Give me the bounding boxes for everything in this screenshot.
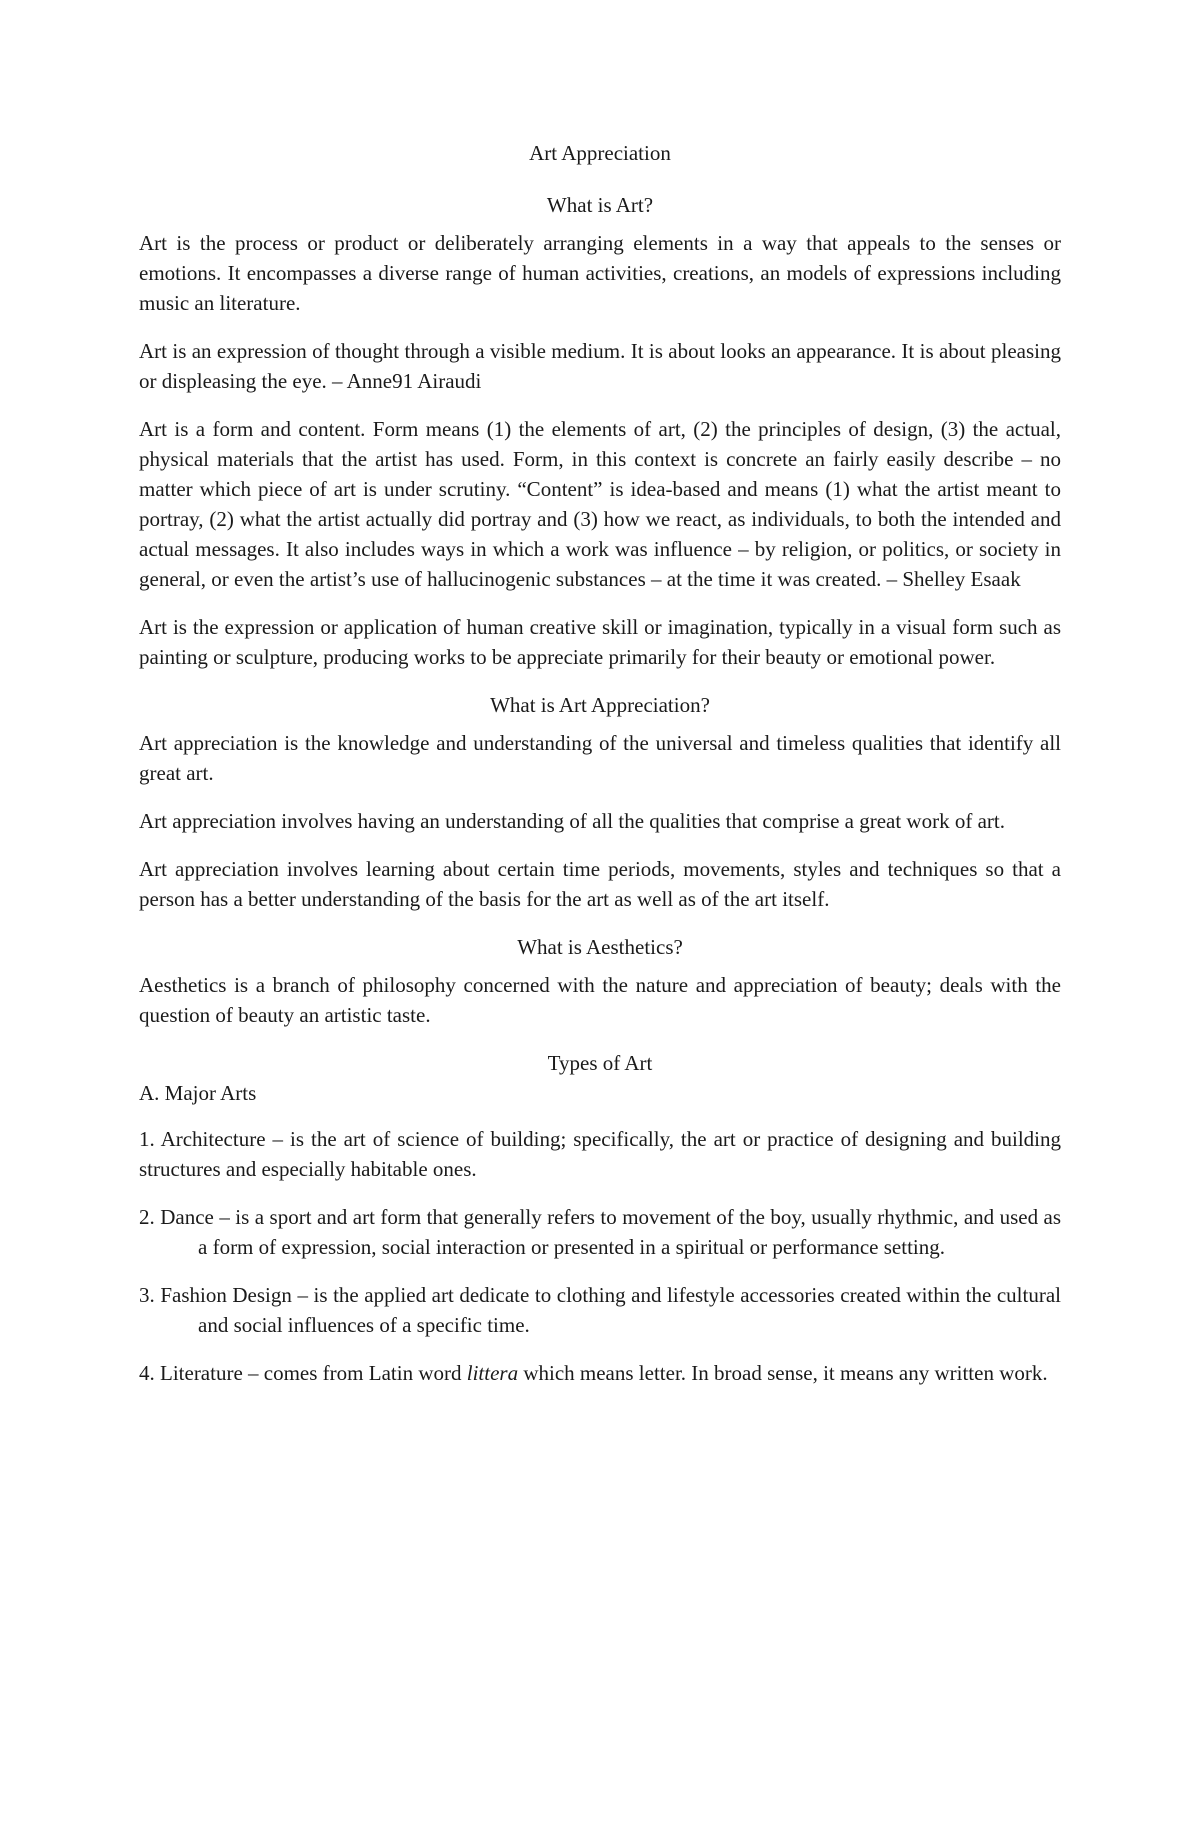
list-item-literature bbox=[139, 1358, 1061, 1388]
document-body bbox=[139, 138, 1061, 1406]
document-title: Art Appreciation bbox=[529, 141, 671, 165]
section-heading-what-is-art: What is Art? bbox=[546, 193, 654, 217]
list-item-fashion-design bbox=[139, 1280, 1061, 1340]
paragraph-art-definition-1: Art is the process or product or deliberately arranging elements in a way that appeals to the senses or emotions. It encompasses a diverse range of human activities, creations, an models of expressions including music an literature. bbox=[139, 231, 1061, 315]
list-text: is a sport and art form that generally refers to movement of the boy, usually rhythmic, and used as a form of expression, social interaction or presented in a spiritual or performance setting. bbox=[198, 1205, 1062, 1259]
latin-word-littera: littera bbox=[466, 1361, 519, 1385]
types-of-art-header bbox=[139, 1048, 1061, 1108]
list-dash: – bbox=[219, 1205, 230, 1229]
paragraph-appreciation-3: Art appreciation involves learning about certain time periods, movements, styles and techniques so that a person has a better understanding of the basis for the art as well as of the art itself. bbox=[139, 857, 1061, 911]
list-item-dance bbox=[139, 1202, 1061, 1262]
paragraph-art-definition-4: Art is the expression or application of human creative skill or imagination, typically in a visual form such as painting or sculpture, producing works to be appreciate primarily for their beauty or emotional power. bbox=[139, 615, 1061, 669]
list-text: is the art of science of building; specifically, the art or practice of designing and building structures and especially habitable ones. bbox=[139, 1127, 1062, 1181]
list-item-architecture bbox=[139, 1124, 1061, 1184]
list-term: Dance bbox=[160, 1205, 214, 1229]
paragraph-appreciation-2: Art appreciation involves having an understanding of all the qualities that comprise a great work of art. bbox=[139, 809, 1005, 833]
list-term: Fashion Design bbox=[160, 1283, 292, 1307]
subheading-major-arts: A. Major Arts bbox=[139, 1081, 257, 1105]
list-number: 3. bbox=[139, 1283, 155, 1307]
list-dash: – bbox=[297, 1283, 308, 1307]
list-number: 2. bbox=[139, 1205, 155, 1229]
list-text: is the applied art dedicate to clothing and lifestyle accessories created within the cultural and social influences of a specific time. bbox=[198, 1283, 1061, 1337]
list-term: Architecture bbox=[160, 1127, 266, 1151]
section-heading-aesthetics: What is Aesthetics? bbox=[517, 935, 683, 959]
paragraph-appreciation-1: Art appreciation is the knowledge and understanding of the universal and timeless qualities that identify all great art. bbox=[139, 731, 1061, 785]
list-dash: – bbox=[272, 1127, 284, 1151]
list-dash: – bbox=[248, 1361, 259, 1385]
list-text-before: comes from Latin word bbox=[263, 1361, 462, 1385]
paragraph-art-definition-3: Art is a form and content. Form means (1) the elements of art, (2) the principles of design, (3) the actual, physical materials that the artist has used. Form, in this context is concrete an fairly easily describe – no matter which piece of art is under scrutiny. “Content” is idea-based and means (1) what the artist meant to portray, (2) what the artist actually did portray and (3) how we react, as individuals, to both the intended and actual messages. It also includes ways in which a work was influence – by religion, or politics, or society in general, or even the artist’s use of hallucinogenic substances – at the time it was created. – Shelley Esaak bbox=[139, 417, 1061, 591]
list-text-after: which means letter. In broad sense, it means any written work. bbox=[523, 1361, 1048, 1385]
list-number: 4. bbox=[139, 1361, 155, 1385]
section-heading-types-of-art: Types of Art bbox=[547, 1051, 653, 1075]
paragraph-art-definition-2: Art is an expression of thought through a visible medium. It is about looks an appearance. It is about pleasing or displeasing the eye. – Anne91 Airaudi bbox=[139, 339, 1061, 393]
list-term: Literature bbox=[160, 1361, 243, 1385]
list-number: 1. bbox=[139, 1127, 155, 1151]
paragraph-aesthetics-1: Aesthetics is a branch of philosophy concerned with the nature and appreciation of beauty; deals with the question of beauty an artistic taste. bbox=[139, 973, 1061, 1027]
section-heading-art-appreciation: What is Art Appreciation? bbox=[490, 693, 710, 717]
